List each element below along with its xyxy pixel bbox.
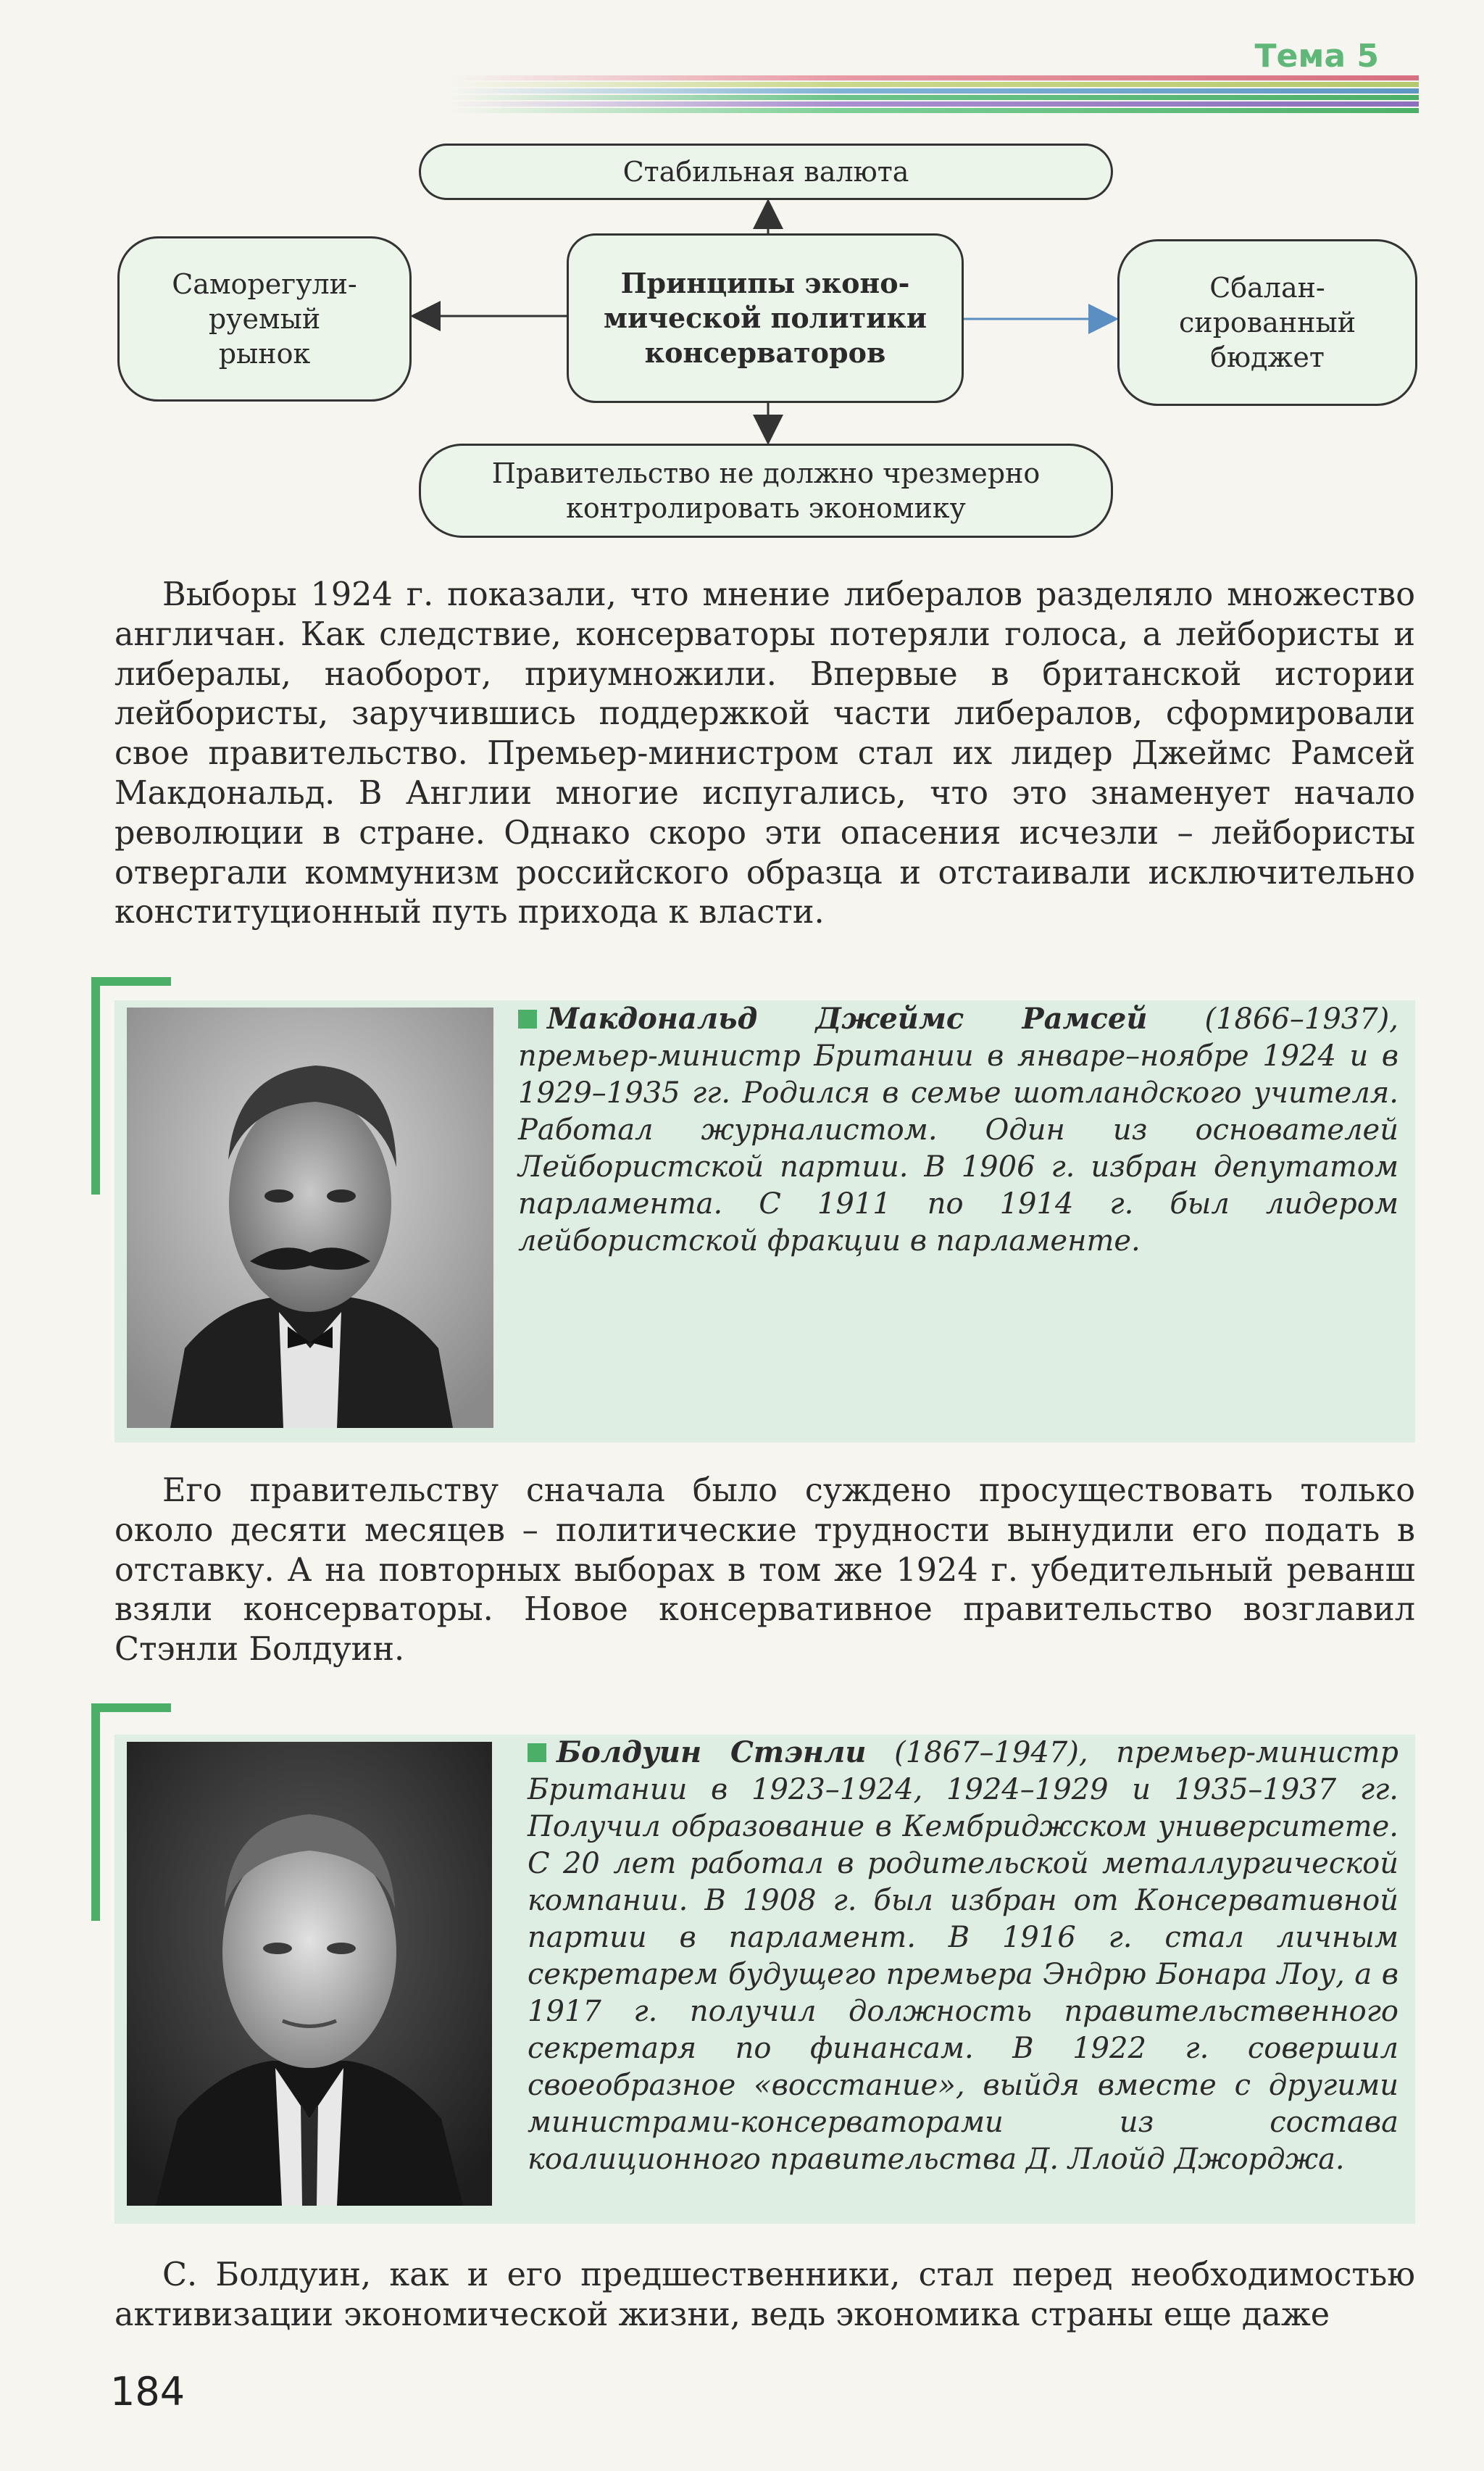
diagram-node-stable-currency: [419, 144, 1113, 200]
bio-years: (1866–1937): [1204, 1002, 1390, 1036]
bullet-icon: [518, 1010, 537, 1029]
accent-corner: [91, 977, 100, 1195]
theme-label: Тема 5: [1254, 38, 1379, 75]
bio-years: (1867–1947): [894, 1736, 1079, 1769]
node-label: Стабильная валюта: [622, 156, 909, 188]
bio-name: Макдональд Джеймс Рамсей: [547, 1002, 1148, 1036]
diagram-node-balanced-budget: [1117, 239, 1417, 406]
bio-body: , премьер-министр Британии в январе–ноябре 1924 и в 1929–1935 гг. Родился в семье шотландского учителя. Работал журналистом. Один из основателей Лейбористской партии. В 1906 г. избран депутатом парламента. С 1911 по 1914 г. был лидером лейбористской фракции в парламенте.: [518, 1002, 1399, 1258]
bio-name: Болдуин Стэнли: [556, 1735, 867, 1769]
body-paragraph: [114, 576, 1415, 933]
node-label: Сбалан- сированный бюджет: [1178, 272, 1356, 373]
node-label: Саморегули- руемый рынок: [172, 268, 357, 370]
node-label: Принципы эконо- мической политики консерваторов: [603, 267, 928, 369]
biography-text: [518, 1000, 1398, 1260]
diagram-node-limited-government: [419, 444, 1113, 538]
diagram-node-self-regulating-market: [117, 236, 412, 402]
bio-body: , премьер-министр Британии в 1923–1924, 1924–1929 и 1935–1937 гг. Получил образование в Кембриджском университете. С 20 лет работал в родительской металлургической компании. В 1908 г. был избран от Консервативной партии в парламент. В 1916 г. стал личным секретарем будущего премьера Эндрю Бонара Лоу, а в 1917 г. получил должность правительственного секретаря по финансам. В 1922 г. совершил своеобразное «восстание», выйдя вместе с другими министрами-консерваторами из состава коалиционного правительства Д. Ллойд Джорджа.: [528, 1736, 1398, 2176]
accent-corner: [91, 1703, 171, 1712]
page-number: 184: [110, 2369, 186, 2414]
accent-corner: [91, 1703, 100, 1921]
paragraph-text: Его правительству сначала было суждено просуществовать только около десяти месяцев – политические трудности вынудили его подать в отставку. А на повторных выборах в том же 1924 г. убедительный реванш взяли консерваторы. Новое консервативное правительство возглавил Стэнли Болдуин.: [114, 1472, 1415, 1669]
biography-text: [528, 1734, 1398, 2178]
diagram-node-central-principles: [567, 233, 964, 403]
node-label: Правительство не должно чрезмерно контролировать экономику: [491, 457, 1041, 524]
accent-corner: [91, 977, 171, 986]
portrait-baldwin: [127, 1742, 492, 2206]
body-paragraph: [114, 1471, 1415, 1670]
paragraph-text: Выборы 1924 г. показали, что мнение либералов разделяло множество англичан. Как следствие, консерваторы потеряли голоса, а лейбористы и либералы, наоборот, приумножили. Впервые в британской истории лейбористы, заручившись поддержкой части либералов, сформировали свое правительство. Премьер-министром стал их лидер Джеймс Рамсей Макдональд. В Англии многие испугались, что это знаменует начало революции в стране. Однако скоро эти опасения исчезли – лейбористы отвергали коммунизм российского образца и отстаивали исключительно конституционный путь прихода к власти.: [114, 576, 1415, 931]
portrait-macdonald: [127, 1008, 493, 1428]
bullet-icon: [528, 1743, 546, 1762]
paragraph-text: С. Болдуин, как и его предшественники, стал перед необходимостью активизации экономической жизни, ведь экономика страны еще даже: [114, 2256, 1415, 2333]
body-paragraph: [114, 2256, 1415, 2335]
